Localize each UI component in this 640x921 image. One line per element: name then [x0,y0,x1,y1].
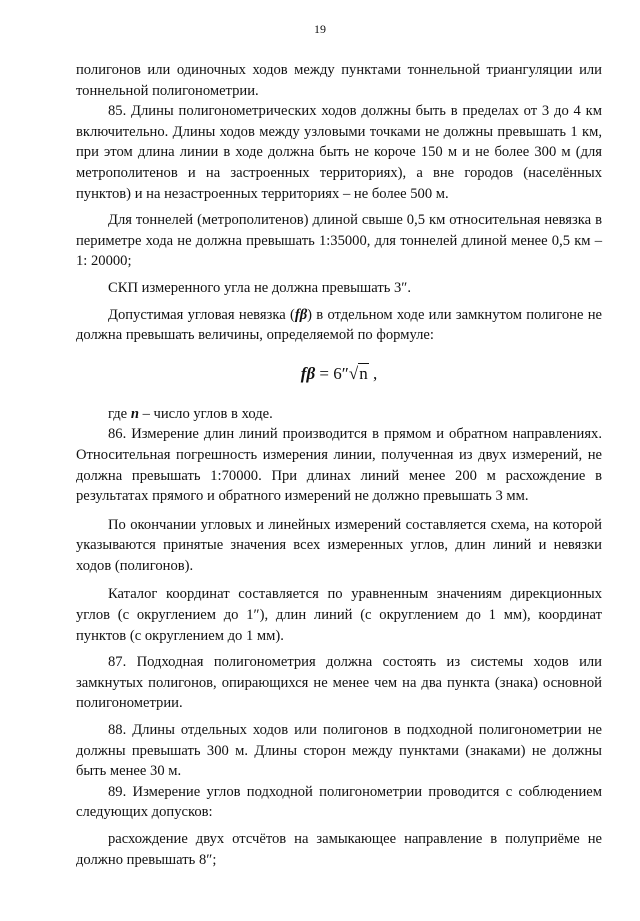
formula-equals: = [319,363,330,383]
text-segment: Допустимая угловая невязка ( [108,306,295,323]
document-body [76,60,602,870]
paragraph-catalog: Каталог координат составляется по уравненным значениям дирекционных углов (с округлением до 1″), длин линий (с округлением до 1 мм), координат пунктов (с округлением до 1 мм). [76,586,602,644]
paragraph-tunnel-closure: Для тоннелей (метрополитенов) длиной свыше 0,5 км относительная невязка в периметре хода не должна превышать 1:35000, для тоннелей длиной менее 0,5 км – 1: 20000; [76,212,602,270]
text-segment: где [108,405,131,422]
paragraph-where-n [76,404,602,425]
paragraph-88: 88. Длины отдельных ходов или полигонов в подходной полигонометрии не должны превышать 300 м. Длины сторон между пунктами (знаками) не должны быть менее 30 м. [76,722,602,780]
paragraph-87: 87. Подходная полигонометрия должна состоять из системы ходов или замкнутых полигонов, опирающихся не менее чем на два пункта (знака) основной полигонометрии. [76,654,602,712]
formula-tail: , [372,363,378,383]
formula-lhs: fβ [300,363,316,383]
paragraph-angle-error: СКП измеренного угла не должна превышать 3″. [108,279,412,296]
formula-radicand: n [359,363,368,383]
paragraph-reading-tolerance: расхождение двух отсчётов на замыкающее направление в полуприёме не должно превышать 8″; [76,831,602,868]
paragraph-86: 86. Измерение длин линий производится в прямом и обратном направлениях. Относительная погрешность измерения линии, полученная из двух измерений, не должна превышать 1:70000. При длинах линий менее 200 м расхождение в результатах прямого и обратного измерений не должно превышать 3 мм. [76,426,602,505]
formula-radical-sign: √ [348,363,359,383]
paragraph-angular-misclosure [76,305,602,346]
paragraph-scheme: По окончании угловых и линейных измерений составляется схема, на которой указываются принятые значения всех измеренных углов, длин линий и невязки ходов (полигонов). [76,516,602,574]
variable-f-beta: fβ [294,306,308,323]
text-segment: – число углов в ходе. [138,405,273,422]
formula-angular-misclosure [76,356,602,392]
page-number: 19 [314,22,326,36]
variable-n: n [130,405,139,422]
paragraph-89: 89. Измерение углов подходной полигонометрии проводится с соблюдением следующих допусков: [76,783,602,821]
text-segment: ) в отдельном ходе или замкнутом полигоне не должна превышать величины, определяемой по формуле: [76,306,602,344]
paragraph-continuation: полигонов или одиночных ходов между пунктами тоннельной триангуляции или тоннельной полигонометрии. [76,62,602,99]
formula-coefficient: 6″ [333,363,349,383]
paragraph-85: 85. Длины полигонометрических ходов должны быть в пределах от 3 до 4 км включительно. Длины ходов между узловыми точками не должны превышать 1 км, при этом длина линии в ходе должна быть не короче 150 м и не более 300 м (для метрополитенов и на застроенных территориях), а вне городов (населённых пунктов) и на незастроенных территориях – не более 500 м. [76,103,602,202]
